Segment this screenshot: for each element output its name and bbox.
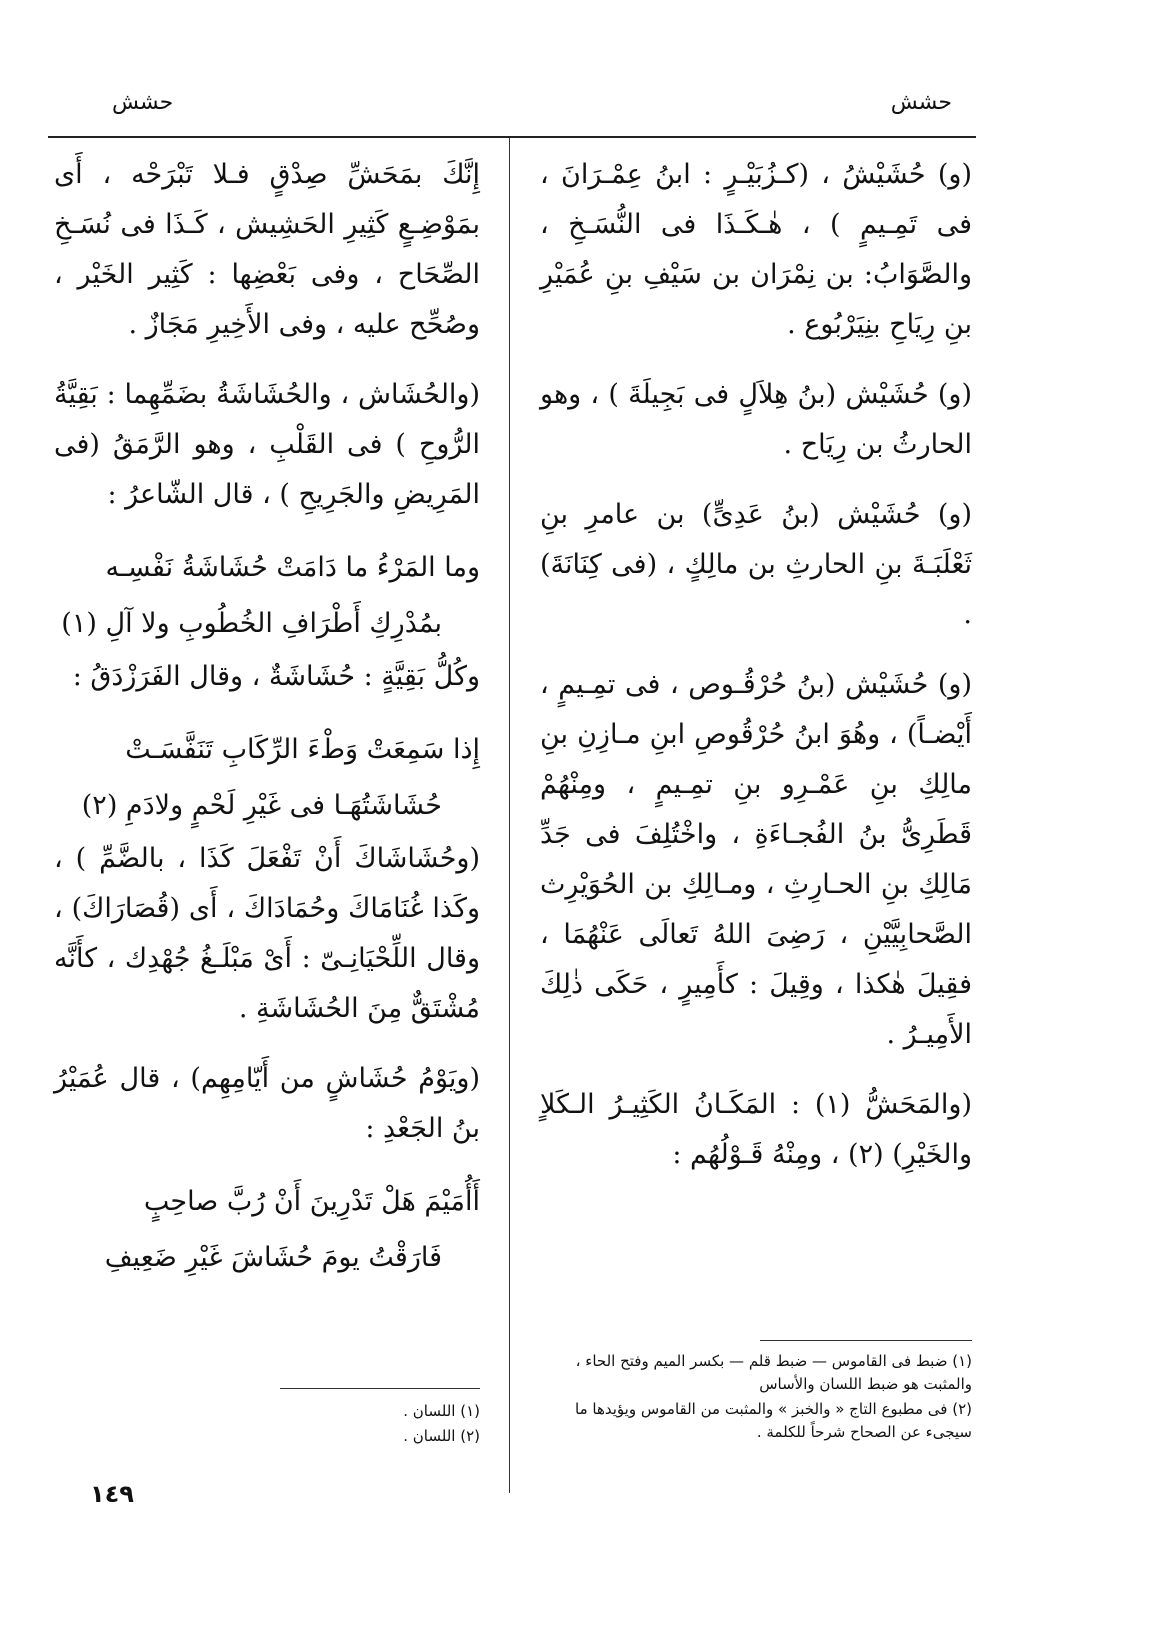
header-rule [48, 136, 976, 138]
entry-paragraph: (و) حُشَيْش (بنُ حُرْقُـوص ، فى تمِـيمٍ ، أَيْضـاً) ، وهُوَ ابنُ حُرْقُوصِ ابنِ مـازِنِ بنِ مالِكِ بنِ عَمْـرِو بنِ تمِـيمٍ ، ومِنْهُمْ قَطَرِىُّ بنُ الفُجـاءَةِ ، واخْتُلِفَ فى جَدِّ مَالِكِ بنِ الحـارِثِ ، ومـالِكِ بن الحُوَيْرِث الصَّحابِيَّيْنِ ، رَضِىَ اللهُ تَعالَى عَنْهُمَا ، فقِيلَ هٰكذا ، وقِيلَ : كأَمِيرٍ ، حَكَى ذٰلِكَ الأَمِيـرُ . [540, 669, 972, 1050]
entry-paragraph: (و) حُشَيْشُ ، (كـزُبَيْـرٍ : ابنُ عِمْـرَانَ ، فى تَمِـيمٍ ) ، هٰـكَـذَا فى النُّسَـخِ ، والصَّوَابُ: بن نِمْرَان بن سَيْفِ بنِ عُمَيْرِ بنِ رِيَاحِ بنِيَرْبُوع . [540, 159, 972, 340]
running-header-left: حشش [112, 90, 174, 115]
entry-paragraph: (وحُشَاشَاكَ أَنْ تَفْعَلَ كَذَا ، بالضَّمِّ ) ، وكَذا غُنَامَاكَ وحُمَادَاكَ ، أَى (قُصَارَاكَ) ، وقال اللِّحْيَانِـىّ : أَىْ مَبْلَـغُ جُهْدِك ، كأَنَّه مُشْتَقٌّ مِنَ الحُشَاشَةِ . [54, 843, 480, 1024]
entry-paragraph: (و) حُشَيْش (بنُ عَدِىٍّ) بن عامرِ بنِ ثَعْلَبَـةَ بنِ الحارثِ بن مالِكٍ ، (فى كِنَانَةَ) . [540, 499, 972, 630]
poem-verse-line: بمُدْرِكِ أَطْرَافِ الخُطُوبِ ولا آلِ (١) [61, 608, 442, 639]
entry-paragraph: (والحُشَاش ، والحُشَاشَةُ بضَمِّهِما : بَقِيَّةُ الرُّوحِ ) فى القَلْبِ ، وهو الرَّمَقُ (فى المَرِيضِ والجَرِيحِ ) ، قال الشّاعرُ : [54, 379, 480, 510]
poem-verse-line: أَأُمَيْمَ هَلْ تَدْرِينَ أَنْ رُبَّ صاحِبٍ [143, 1186, 480, 1217]
footnote-rule-left [280, 1388, 480, 1389]
right-column [540, 150, 972, 1200]
running-header-right: حشش [890, 90, 952, 115]
poem-verse-line: إِذا سَمِعَتْ وَطْءَ الرِّكَابِ تَنَفَّسَـتْ [125, 734, 480, 765]
footnotes-right [540, 1350, 972, 1446]
entry-paragraph: وكُلُّ بَقِيَّةٍ : حُشَاشَةٌ ، وقال الفَرَزْدَقُ : [72, 661, 480, 692]
footnote-rule-right [760, 1340, 972, 1341]
entry-paragraph: (و) حُشَيْش (بنُ هِلاَلٍ فى بَجِيلَةَ ) ، وهو الحارثُ بن رِيَاح . [540, 379, 972, 460]
poem-verse-line: فَارَقْتُ يومَ حُشَاشَ غَيْرِ ضَعِيفِ [104, 1242, 442, 1273]
poem-verse-line: حُشَاشَتُهَـا فى غَيْرِ لَحْمٍ ولادَمِ (٢) [81, 790, 442, 821]
footnote: (١) ضبط فى القاموس — ضبط قلم — بكسر الميم وفتح الحاء ، والمثبت هو ضبط اللسان والأساس [575, 1352, 972, 1393]
left-column [54, 150, 480, 1286]
entry-paragraph: (والمَحَشُّ (١) : المَكَـانُ الكَثِيـرُ الـكَلاٍ والخَيْرِ) (٢) ، ومِنْهُ قَـوْلُهُم : [540, 1089, 972, 1170]
footnotes-left [280, 1400, 480, 1450]
footnote: (١) اللسان . [403, 1402, 480, 1420]
poem-verse-line: وما المَرْءُ ما دَامَتْ حُشَاشَةُ نَفْسِـه [105, 552, 480, 583]
column-divider [509, 138, 510, 1493]
entry-paragraph: (ويَوْمُ حُشَاشٍ من أَيّامِهِم) ، قال عُمَيْرُ بنُ الجَعْدِ : [54, 1063, 480, 1144]
footnote: (٢) اللسان . [403, 1427, 480, 1445]
footnote: (٢) فى مطبوع التاج « والخبز » والمثبت من القاموس ويؤيدها ما سيجىء عن الصحاح شرحاً للكلمة . [575, 1400, 972, 1441]
entry-paragraph: إِنَّكَ بمَحَشِّ صِدْقٍ فـلا تَبْرَحْه ، أَى بمَوْضِـعٍ كَثِيرِ الحَشِيش ، كَـذَا فى نُسَـخِ الصِّحَاح ، وفى بَعْضِها : كَثِير الخَيْر ، وصُحِّح عليه ، وفى الأَخِيرِ مَجَازٌ . [54, 159, 480, 340]
page-number: ١٤٩ [90, 1480, 134, 1508]
